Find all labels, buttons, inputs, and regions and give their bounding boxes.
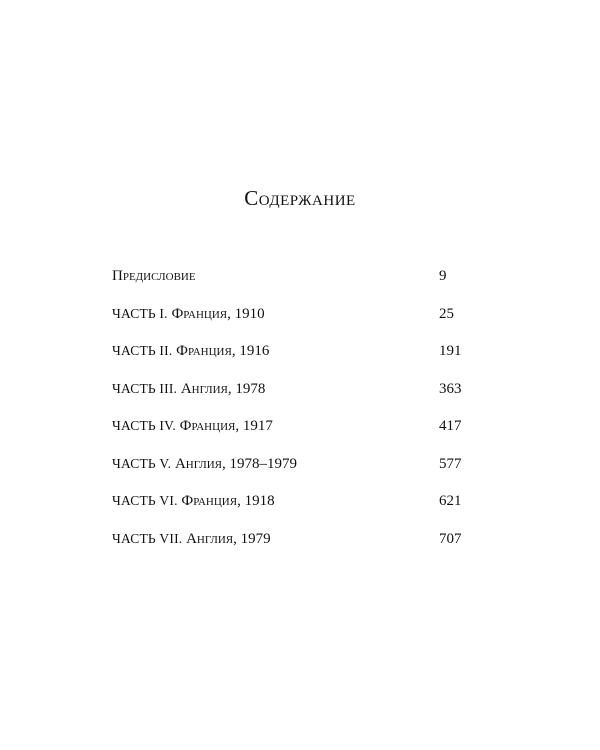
toc-part-number: ЧАСТЬ V. xyxy=(112,455,172,471)
toc-entry-page-number: 191 xyxy=(439,343,462,359)
toc-entry-page-number: 25 xyxy=(439,305,454,322)
toc-entry-preface xyxy=(112,266,484,304)
toc-part-title: Франция, 1918 xyxy=(181,493,275,509)
table-of-contents xyxy=(112,266,484,566)
toc-entry-label xyxy=(112,491,275,511)
toc-part-title: Франция, 1910 xyxy=(171,305,265,322)
toc-part-number: ЧАСТЬ III. xyxy=(112,380,178,396)
toc-entry-part-4 xyxy=(112,416,484,454)
toc-part-title: Франция, 1916 xyxy=(176,343,270,359)
toc-entry-page-number: 577 xyxy=(439,455,462,472)
toc-entry-label xyxy=(112,341,269,361)
toc-entry-part-1 xyxy=(112,304,484,342)
toc-part-title: Англия, 1978–1979 xyxy=(174,455,298,472)
toc-entry-label xyxy=(112,379,265,399)
toc-entry-part-5 xyxy=(112,454,484,492)
toc-part-title: Англия, 1978 xyxy=(180,380,266,397)
toc-entry-page-number: 9 xyxy=(439,268,447,284)
toc-part-number: ЧАСТЬ VII. xyxy=(112,530,183,546)
toc-part-number: ЧАСТЬ IV. xyxy=(112,418,176,433)
toc-part-title: Англия, 1979 xyxy=(186,530,271,547)
toc-part-title: Франция, 1917 xyxy=(179,418,273,434)
toc-entry-label xyxy=(112,454,297,474)
toc-entry-label: Предисловие xyxy=(112,268,196,284)
toc-part-number: ЧАСТЬ II. xyxy=(112,343,173,358)
toc-part-number: ЧАСТЬ VI. xyxy=(112,493,178,508)
toc-entry-part-6 xyxy=(112,491,484,529)
toc-entry-page-number: 621 xyxy=(439,493,462,509)
toc-entry-page-number: 417 xyxy=(439,418,462,434)
toc-entry-label xyxy=(112,416,273,436)
toc-entry-page-number: 707 xyxy=(439,530,462,547)
toc-entry-page-number: 363 xyxy=(439,380,462,397)
toc-entry-part-7 xyxy=(112,529,484,567)
toc-entry-part-2 xyxy=(112,341,484,379)
toc-entry-part-3 xyxy=(112,379,484,417)
toc-part-number: ЧАСТЬ I. xyxy=(112,305,168,321)
toc-entry-label xyxy=(112,304,265,324)
page-title: Содержание xyxy=(244,186,356,210)
toc-entry-label xyxy=(112,529,271,549)
